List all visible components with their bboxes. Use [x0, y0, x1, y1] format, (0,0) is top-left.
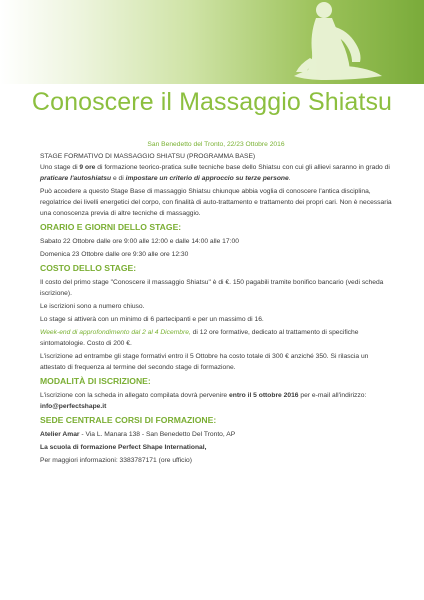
intro-criterion: impostare un criterio di approccio su terze persone — [125, 175, 289, 182]
cost-heading: COSTO DELLO STAGE: — [40, 263, 137, 273]
weekend-highlight: Week-end di approfondimento dal 2 al 4 Dicembre, — [40, 329, 191, 336]
registration-text — [40, 390, 392, 412]
cost-line-5: L'iscrizione ad entrambe gli stage formativi entro il 5 Ottobre ha costo totale di 300 € anziché 350. Si rilascia un attestato di frequenza al termine del secondo stage di formazione. — [40, 353, 369, 371]
meditating-figure-illustration — [286, 0, 386, 84]
intro-text-3: e di — [111, 175, 126, 182]
venue-address-line — [40, 429, 392, 440]
cost-weekend — [40, 327, 392, 349]
intro-label: STAGE FORMATIVO DI MASSAGGIO SHIATSU (PROGRAMMA BASE) — [40, 153, 256, 160]
cost-line-1: Il costo del primo stage "Conoscere il massaggio Shiatsu" è di €. 150 pagabili tramite bonifico bancario (vedi scheda iscrizione). — [40, 279, 384, 297]
venue-address: - Via L. Manara 138 - San Benedetto Del Tronto, AP — [79, 431, 236, 438]
intro-hours: 9 ore — [79, 164, 96, 171]
schedule-saturday: Sabato 22 Ottobre dalle ore 9:00 alle 12:00 e dalle 14:00 alle 17:00 — [40, 238, 239, 245]
intro-paragraph-2: Può accedere a questo Stage Base di massaggio Shiatsu chiunque abbia voglia di conoscere l'antica disciplina, regolatrice dei livelli energetici del corpo, con finalità di auto-trattamento e trattamento dei propri cari. Non è necessaria una conoscenza previa di altre tecniche di massaggio. — [40, 188, 392, 217]
cost-line-3: Lo stage si attiverà con un minimo di 6 partecipanti e per un massimo di 16. — [40, 316, 264, 323]
registration-text-1: L'iscrizione con la scheda in allegato compilata dovrà pervenire — [40, 392, 230, 399]
header-banner — [0, 0, 424, 84]
venue-info: Per maggiori informazioni: 3383787171 (ore ufficio) — [40, 457, 192, 464]
intro-practice: praticare l'autoshiatsu — [40, 175, 112, 182]
registration-heading: MODALITÀ DI ISCRIZIONE: — [40, 376, 151, 386]
intro-text-2: di formazione teorico-pratica sulle tecniche base dello Shiatsu con cui gli allievi saranno in grado di — [95, 164, 390, 171]
venue-school — [40, 442, 392, 453]
weekend-text: di 12 ore formative, dedicato al trattamento di specifiche sintomatologie. Costo di 200 €. — [40, 329, 359, 347]
intro-paragraph — [40, 162, 392, 184]
registration-email-link[interactable]: info@perfectshape.it — [40, 403, 107, 410]
document-body — [40, 139, 392, 466]
schedule-sunday: Domenica 23 Ottobre dalle ore 9:30 alle ore 12:30 — [40, 251, 189, 258]
intro-text-1: Uno stage di — [40, 164, 80, 171]
date-line: San Benedetto del Tronto, 22/23 Ottobre 2016 — [147, 141, 285, 148]
cost-line-2: Le iscrizioni sono a numero chiuso. — [40, 303, 145, 310]
registration-deadline: entro il 5 ottobre 2016 — [229, 392, 299, 399]
schedule-heading: ORARIO E GIORNI DELLO STAGE: — [40, 222, 182, 232]
registration-text-2: per e-mail all'indirizzo: — [298, 392, 367, 399]
venue-name: Atelier Amar — [40, 431, 80, 438]
venue-school-name: La scuola di formazione Perfect Shape International, — [40, 444, 207, 451]
venue-heading: SEDE CENTRALE CORSI DI FORMAZIONE: — [40, 415, 217, 425]
intro-text-4: . — [288, 175, 291, 182]
page-title: Conoscere il Massaggio Shiatsu — [31, 88, 393, 116]
